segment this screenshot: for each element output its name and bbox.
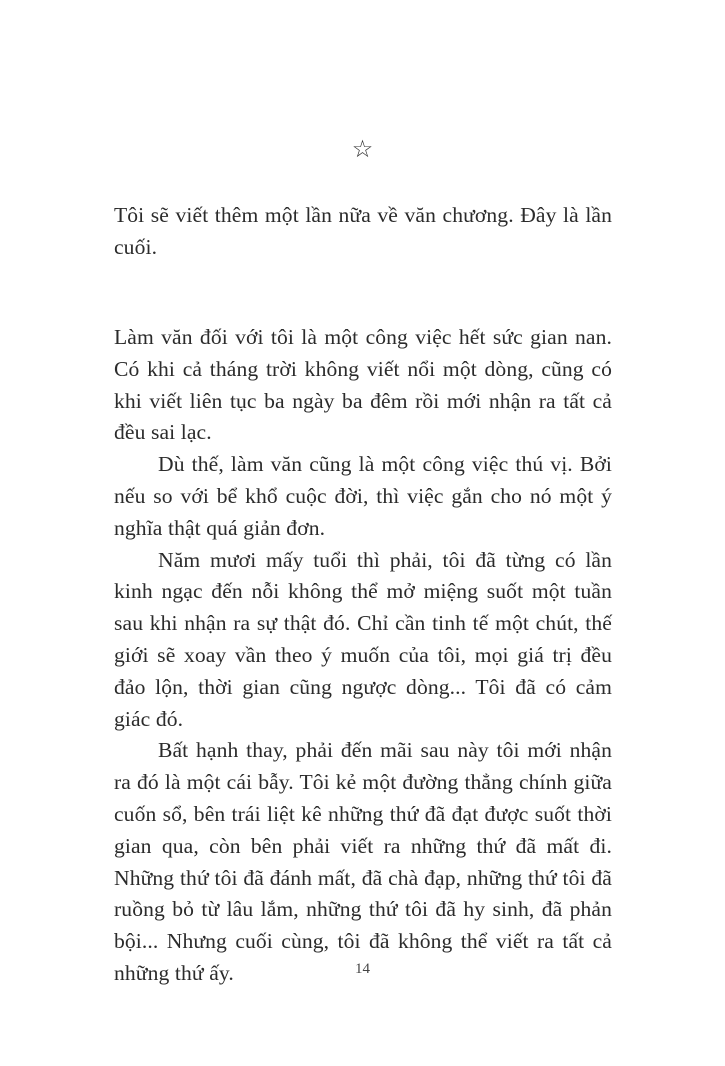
paragraph-1: Làm văn đối với tôi là một công việc hết sức gian nan. Có khi cả tháng trời không viết nổi một dòng, cũng có khi viết liên tục ba ngày ba đêm rồi mới nhận ra tất cả đều sai lạc. <box>114 325 612 445</box>
paragraph-4: Bất hạnh thay, phải đến mãi sau này tôi mới nhận ra đó là một cái bẫy. Tôi kẻ một đường thẳng chính giữa cuốn sổ, bên trái liệt kê những thứ đã đạt được suốt thời gian qua, còn bên phải viết ra những thứ đã mất đi. Những thứ tôi đã đánh mất, đã chà đạp, những thứ tôi đã ruồng bỏ từ lâu lắm, những thứ tôi đã hy sinh, đã phản bội... Nhưng cuối cùng, tôi đã không thể viết ra tất cả những thứ ấy. <box>114 738 612 985</box>
intro-paragraph: Tôi sẽ viết thêm một lần nữa về văn chương. Đây là lần cuối. <box>114 203 612 259</box>
intro-section <box>114 200 612 264</box>
paragraph-2: Dù thế, làm văn cũng là một công việc thú vị. Bởi nếu so với bể khổ cuộc đời, thì việc gắn cho nó một ý nghĩa thật quá giản đơn. <box>114 452 612 540</box>
page-number: 14 <box>355 961 370 977</box>
paragraph-3: Năm mươi mấy tuổi thì phải, tôi đã từng có lần kinh ngạc đến nỗi không thể mở miệng suốt một tuần sau khi nhận ra sự thật đó. Chỉ cần tinh tế một chút, thế giới sẽ xoay vần theo ý muốn của tôi, mọi giá trị đều đảo lộn, thời gian cũng ngược dòng... Tôi đã có cảm giác đó. <box>114 547 612 731</box>
star-ornament-icon: ☆ <box>351 137 374 163</box>
body-section <box>114 322 612 990</box>
